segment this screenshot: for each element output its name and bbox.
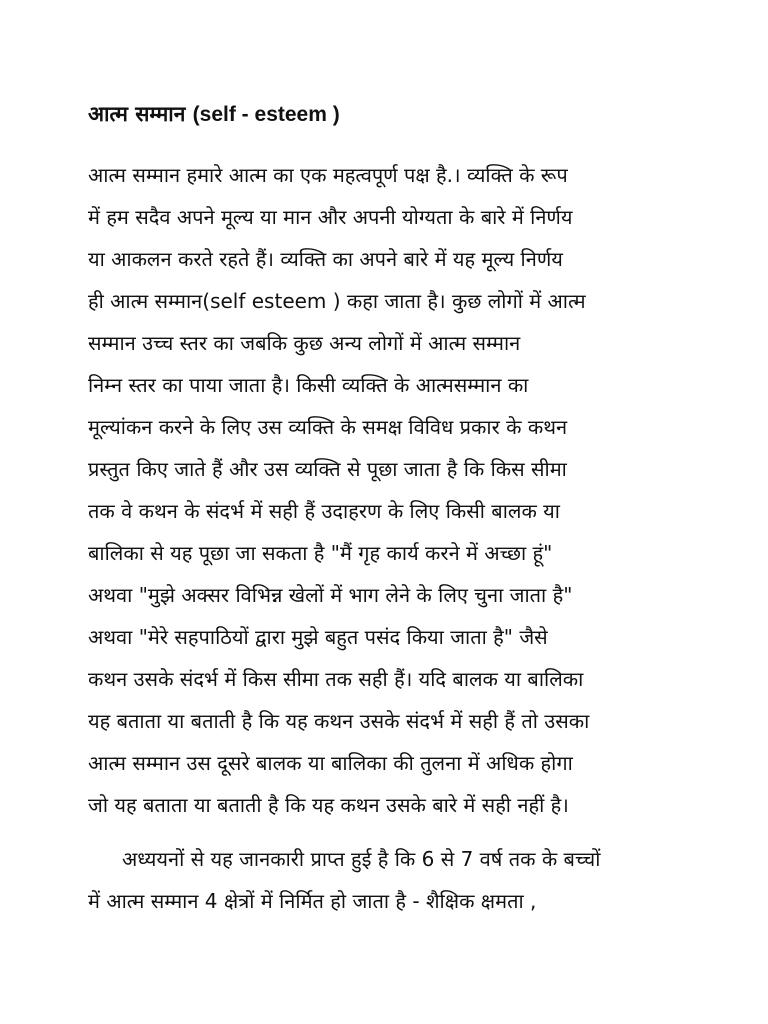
paragraph-line: अध्ययनों से यह जानकारी प्राप्त हुई है कि 6 से 7 वर्ष तक के बच्चों	[122, 847, 601, 871]
paragraph-line: सम्मान उच्च स्तर का जबकि कुछ अन्य लोगों में आत्म सम्मान	[88, 331, 521, 355]
paragraph-line: प्रस्तुत किए जाते हैं और उस व्यक्ति से पूछा जाता है कि किस सीमा	[88, 457, 567, 481]
paragraph-line: अथवा "मेरे सहपाठियों द्वारा मुझे बहुत पसंद किया जाता है" जैसे	[88, 625, 548, 649]
paragraph-line: आत्म सम्मान उस दूसरे बालक या बालिका की तुलना में अधिक होगा	[88, 751, 573, 775]
paragraph-2	[88, 838, 688, 922]
paragraph-line: या आकलन करते रहते हैं। व्यक्ति का अपने बारे में यह मूल्य निर्णय	[88, 247, 563, 271]
document-title	[88, 98, 340, 131]
paragraph-line: तक वे कथन के संदर्भ में सही हैं उदाहरण के लिए किसी बालक या	[88, 499, 560, 523]
title-english: (self - esteem )	[192, 103, 340, 126]
title-hindi: आत्म सम्मान	[88, 102, 186, 126]
paragraph-line: आत्म सम्मान हमारे आत्म का एक महत्वपूर्ण पक्ष है.। व्यक्ति के रूप	[88, 163, 568, 187]
paragraph-line: कथन उसके संदर्भ में किस सीमा तक सही हैं। यदि बालक या बालिका	[88, 667, 584, 691]
paragraph-line: ही आत्म सम्मान(self esteem ) कहा जाता है। कुछ लोगों में आत्म	[88, 289, 586, 313]
paragraph-line: बालिका से यह पूछा जा सकता है "मैं गृह कार्य करने में अच्छा हूं"	[88, 541, 553, 565]
paragraph-line: जो यह बताता या बताती है कि यह कथन उसके बारे में सही नहीं है।	[88, 793, 569, 817]
paragraph-1	[88, 154, 688, 826]
paragraph-line: यह बताता या बताती है कि यह कथन उसके संदर्भ में सही हैं तो उसका	[88, 709, 590, 733]
paragraph-line: अथवा "मुझे अक्सर विभिन्न खेलों में भाग लेने के लिए चुना जाता है"	[88, 583, 573, 607]
paragraph-line: में आत्म सम्मान 4 क्षेत्रों में निर्मित हो जाता है - शैक्षिक क्षमता ,	[88, 889, 537, 913]
paragraph-line: निम्न स्तर का पाया जाता है। किसी व्यक्ति के आत्मसम्मान का	[88, 373, 529, 397]
paragraph-line: मूल्यांकन करने के लिए उस व्यक्ति के समक्ष विविध प्रकार के कथन	[88, 415, 568, 439]
paragraph-line: में हम सदैव अपने मूल्य या मान और अपनी योग्यता के बारे में निर्णय	[88, 205, 573, 229]
